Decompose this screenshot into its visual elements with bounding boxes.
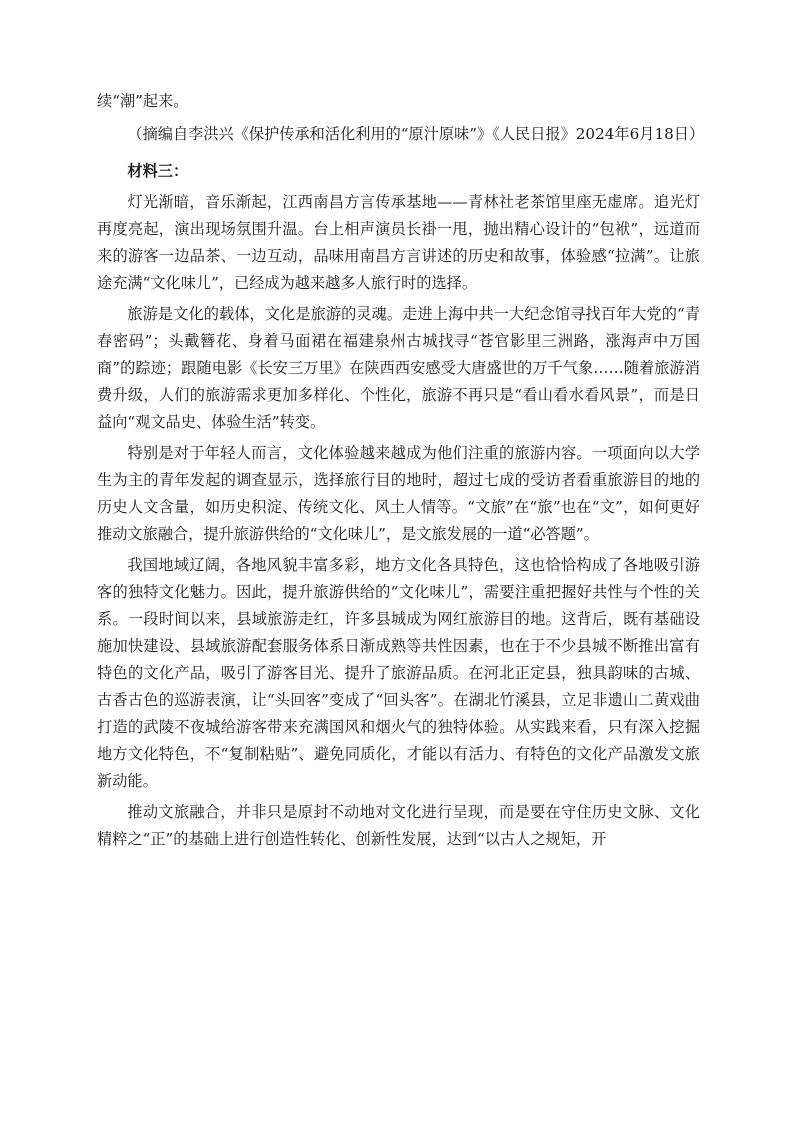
source-citation: （摘编自李洪兴《保护传承和活化利用的“原汁原味”》《人民日报》2024年6月18日） <box>127 125 705 143</box>
lead-line: 续“潮”起来。 <box>97 92 189 110</box>
paragraph-3: 特别是对于年轻人而言，文化体验越来越成为他们注重的旅游内容。一项面向以大学生为主的青年发起的调查显示，选择旅行目的地时，超过七成的受访者看重旅游目的地的历史人文含量，如历史积淀、传统文化、风土人情等。“文旅”在“旅”也在“文”，如何更好推动文旅融合，提升旅游供给的“文化味儿”，是文旅发展的一道“必答题”。 <box>97 444 700 543</box>
paragraph-5: 推动文旅融合，并非只是原封不动地对文化进行呈现，而是要在守住历史文脉、文化精粹之“正”的基础上进行创造性转化、创新性发展，达到“以古人之规矩，开 <box>97 803 700 848</box>
paragraph-2: 旅游是文化的载体，文化是旅游的灵魂。走进上海中共一大纪念馆寻找百年大党的“青春密码”；头戴簪花、身着马面裙在福建泉州古城找寻“苍官影里三洲路，涨海声中万国商”的踪迹；跟随电影《长安三万里》在陕西西安感受大唐盛世的万千气象……随着旅游消费升级，人们的旅游需求更加多样化、个性化，旅游不再只是“看山看水看风景”，而是日益向“观文品史、体验生活”转变。 <box>97 305 700 431</box>
paragraph-4: 我国地域辽阔，各地风貌丰富多彩，地方文化各具特色，这也恰恰构成了各地吸引游客的独特文化魅力。因此，提升旅游供给的“文化味儿”，需要注重把握好共性与个性的关系。一段时间以来，县域旅游走红，许多县城成为网红旅游目的地。这背后，既有基础设施加快建设、县域旅游配套服务体系日渐成熟等共性因素，也在于不少县城不断推出富有特色的文化产品，吸引了游客目光、提升了旅游品质。在河北正定县，独具韵味的古城、古香古色的巡游表演，让“头回客”变成了“回头客”。在湖北竹溪县，立足非遗山二黄戏曲打造的武陵不夜城给游客带来充满国风和烟火气的独特体验。从实践来看，只有深入挖掘地方文化特色，不“复制粘贴”、避免同质化，才能以有活力、有特色的文化产品激发文旅新动能。 <box>97 556 700 790</box>
document-page <box>97 88 705 857</box>
paragraph-1: 灯光渐暗，音乐渐起，江西南昌方言传承基地——青林社老茶馆里座无虚席。追光灯再度亮起，演出现场氛围升温。台上相声演员长褂一甩，抛出精心设计的“包袱”，远道而来的游客一边品茶、一边互动，品味用南昌方言讲述的历史和故事，体验感“拉满”。让旅途充满“文化味儿”，已经成为越来越多人旅行时的选择。 <box>97 193 700 292</box>
section-heading: 材料三： <box>127 162 189 180</box>
